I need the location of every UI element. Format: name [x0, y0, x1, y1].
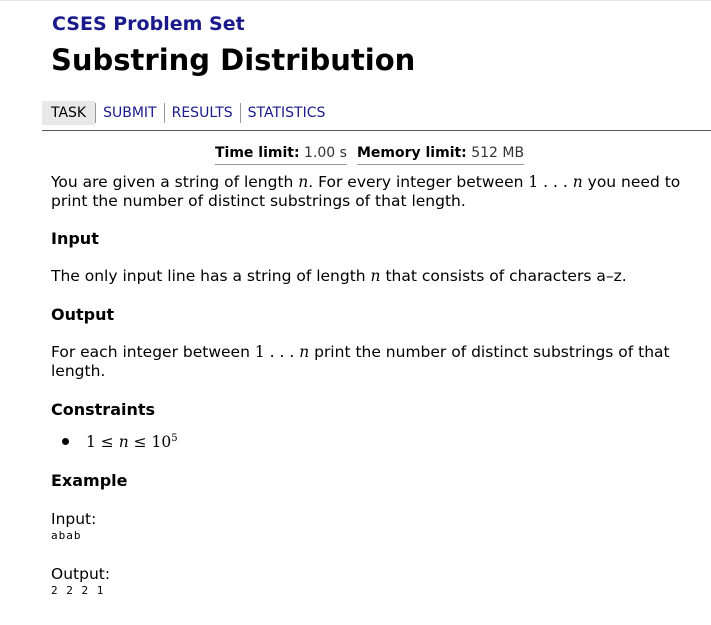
tab-task[interactable]: TASK [42, 101, 95, 125]
example-output-label: Output: [51, 565, 111, 583]
example-input-label: Input: [51, 510, 97, 528]
math-var-n: n [370, 267, 381, 285]
input-heading: Input [51, 229, 99, 248]
math-var-n: n [118, 433, 129, 452]
constraint-item [62, 433, 178, 451]
nav-divider [42, 130, 711, 131]
math-var-n: n [572, 173, 583, 191]
time-limit-value: 1.00 s [304, 145, 347, 161]
input-text: that consists of characters a–z. [380, 267, 627, 285]
constraint-exponent: 5 [171, 433, 178, 444]
example-input-value: abab [51, 529, 82, 542]
problem-statement [51, 173, 711, 211]
site-title-link[interactable]: CSES Problem Set [52, 13, 245, 35]
time-limit [215, 145, 347, 165]
input-description [51, 267, 711, 286]
constraint-lhs: 1 ≤ [86, 433, 119, 452]
output-text: print the number of distinct substrings of that length. [51, 343, 670, 380]
task-nav [42, 101, 332, 125]
top-border [0, 0, 711, 1]
memory-limit-value: 512 MB [471, 145, 525, 161]
output-heading: Output [51, 305, 115, 324]
input-text: The only input line has a string of length [51, 267, 371, 285]
page-title: Substring Distribution [51, 43, 416, 77]
tab-submit[interactable]: SUBMIT [103, 105, 157, 121]
math-range: 1 . . . [528, 173, 573, 191]
example-output-value: 2 2 2 1 [51, 584, 105, 597]
tab-results[interactable]: RESULTS [171, 105, 233, 121]
statement-text: you need to print the number of distinct substrings of that length. [51, 173, 681, 210]
memory-limit-label: Memory limit: [356, 145, 467, 161]
limits-bar [215, 145, 524, 165]
time-limit-label: Time limit: [215, 145, 300, 161]
statement-text: . For every integer between [308, 173, 529, 191]
math-range: 1 . . . [254, 343, 300, 361]
math-var-n: n [298, 173, 309, 191]
constraints-heading: Constraints [51, 400, 156, 419]
tab-statistics[interactable]: STATISTICS [247, 105, 326, 121]
math-var-n: n [299, 343, 310, 361]
memory-limit [357, 145, 524, 165]
example-heading: Example [51, 471, 128, 490]
bullet-icon [62, 438, 69, 445]
output-text: For each integer between [51, 343, 255, 361]
statement-text: You are given a string of length [51, 173, 299, 191]
output-description [51, 343, 711, 381]
constraint-rhs: ≤ 10 [128, 433, 172, 452]
